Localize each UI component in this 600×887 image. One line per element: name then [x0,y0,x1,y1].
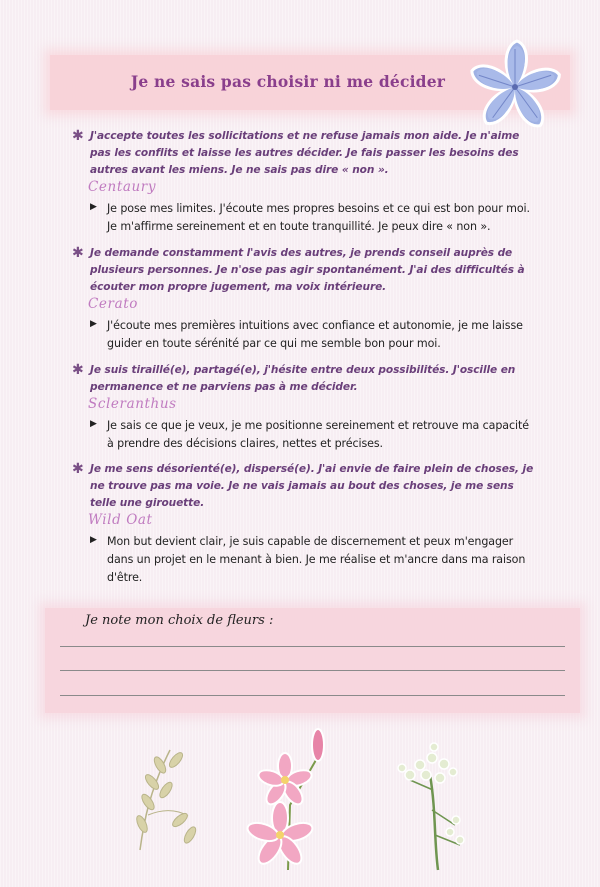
solution-row [90,200,534,236]
note-line[interactable] [60,670,565,671]
note-line[interactable] [60,646,565,647]
page-title: Je ne sais pas choisir ni me décider [130,72,446,91]
solution-text: Je sais ce que je veux, je me positionne sereinement et retrouve ma capacité à prendre des décisions claires, nettes et précises. [107,419,529,450]
entry-centaury [74,128,534,236]
solution-text: J'écoute mes premières intuitions avec confiance et autonomie, je me laisse guider en toute sérénité par ce qui me semble bon pour moi. [107,319,523,350]
note-line[interactable] [60,695,565,696]
scleranthus-illustration [398,743,464,870]
entry-cerato [74,245,534,353]
flower-name: Cerato [88,296,138,312]
solution-row [90,417,534,453]
solution-text: Je pose mes limites. J'écoute mes propres besoins et ce qui est bon pour moi. Je m'affirme sereinement et en toute tranquillité. Je peux dire « non ». [107,202,530,233]
wild-oat-illustration [135,750,198,850]
entry-wild-oat [74,461,534,587]
note-label: Je note mon choix de fleurs : [85,613,274,628]
plumbago-flower-icon [460,35,570,135]
problem-text: Je suis tiraillé(e), partagé(e), j'hésite entre deux possibilités. J'oscille en permanence et ne parviens pas à me décider. [90,364,516,393]
triangle-bullet-icon: ▶ [90,202,97,212]
solution-row [90,533,534,587]
asterisk-bullet-icon: ✱ [72,245,84,261]
flower-name: Wild Oat [88,512,153,528]
centaury-illustration [245,729,324,870]
triangle-bullet-icon: ▶ [90,419,97,429]
flower-illustrations [120,720,500,880]
flower-name: Centaury [88,179,157,195]
asterisk-bullet-icon: ✱ [72,128,84,144]
flower-name: Scleranthus [88,396,177,412]
solution-row [90,317,534,353]
problem-text: Je me sens désorienté(e), dispersé(e). J'ai envie de faire plein de choses, je ne trouve pas ma voie. Je ne vais jamais au bout des choses, je me sens telle une girouette. [90,463,534,509]
triangle-bullet-icon: ▶ [90,535,97,545]
triangle-bullet-icon: ▶ [90,319,97,329]
asterisk-bullet-icon: ✱ [72,362,84,378]
solution-text: Mon but devient clair, je suis capable de discernement et peux m'engager dans un projet en le menant à bien. Je me réalise et m'ancre dans ma raison d'être. [107,535,526,584]
asterisk-bullet-icon: ✱ [72,461,84,477]
problem-text: J'accepte toutes les sollicitations et ne refuse jamais mon aide. Je n'aime pas les conflits et laisse les autres décider. Je fais passer les besoins des autres avant les miens. Je ne sais pas dire « non ». [90,130,520,176]
problem-text: Je demande constamment l'avis des autres, je prends conseil auprès de plusieurs personnes. Je n'ose pas agir spontanément. J'ai des difficultés à écouter mon propre jugement, ma voix intérieure. [90,247,525,293]
entry-scleranthus [74,362,534,453]
